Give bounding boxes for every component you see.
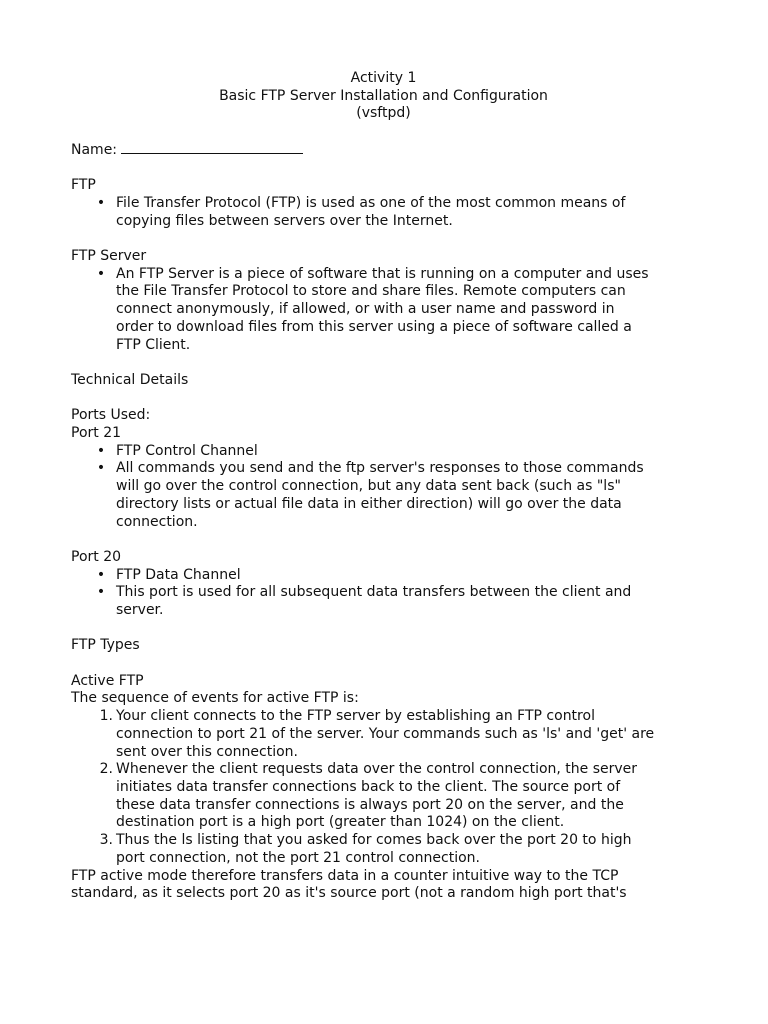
list-item-text: File Transfer Protocol (FTP) is used as one of the most common means of (116, 194, 626, 211)
document-header (71, 70, 696, 123)
section-heading-technical-details: Technical Details (71, 371, 189, 388)
port-20-bullet-list (71, 567, 701, 620)
list-item (71, 266, 701, 355)
section-heading-active-ftp: Active FTP (71, 672, 144, 689)
list-item-text: copying files between servers over the Internet. (116, 212, 453, 229)
step-number: 2. (99, 761, 113, 778)
list-item-text: connection to port 21 of the server. Your commands such as 'ls' and 'get' are (116, 725, 655, 742)
active-ftp-intro: The sequence of events for active FTP is: (71, 690, 359, 707)
list-item-text: FTP Client. (116, 336, 191, 353)
bullet-marker: • (96, 194, 106, 211)
document-title: Basic FTP Server Installation and Configuration (219, 87, 548, 104)
section-heading-ftp: FTP (71, 177, 96, 194)
port-20-label: Port 20 (71, 548, 122, 565)
active-ftp-steps (71, 708, 701, 867)
name-blank-line (121, 141, 303, 154)
list-item-text: initiates data transfer connections back to the client. The source port of (116, 779, 621, 795)
list-item-text: connect anonymously, if allowed, or with a user name and password in (116, 301, 615, 318)
list-item-text: FTP Data Channel (116, 566, 241, 583)
bullet-marker: • (96, 442, 106, 459)
list-item-text: Whenever the client requests data over the control connection, the server (116, 761, 638, 778)
bullet-marker: • (96, 460, 106, 477)
list-item (71, 195, 701, 230)
list-item (71, 584, 701, 619)
bullet-marker: • (96, 584, 106, 601)
list-item-text: Your client connects to the FTP server by establishing an FTP control (116, 708, 595, 725)
port-21-label: Port 21 (71, 424, 122, 441)
list-item-text: This port is used for all subsequent data transfers between the client and (116, 584, 632, 601)
active-ftp-closing-line: standard, as it selects port 20 as it's source port (not a random high port that's (71, 885, 627, 902)
ftp-bullet-list (71, 195, 701, 230)
list-item-text: will go over the control connection, but any data sent back (such as "ls" (116, 478, 621, 495)
list-item (71, 567, 701, 585)
list-item-text: these data transfer connections is always port 20 on the server, and the (116, 796, 624, 813)
list-item (71, 460, 701, 531)
name-field (71, 141, 701, 160)
activity-title: Activity 1 (350, 70, 417, 86)
active-ftp-closing-line: FTP active mode therefore transfers data in a counter intuitive way to the TCP (71, 867, 619, 884)
list-item-text: sent over this connection. (116, 743, 298, 760)
step-number: 1. (99, 708, 113, 725)
list-item-text: port connection, not the port 21 control connection. (116, 849, 480, 866)
list-item-text: the File Transfer Protocol to store and share files. Remote computers can (116, 283, 626, 300)
bullet-marker: • (96, 566, 106, 583)
section-heading-ftp-types: FTP Types (71, 637, 140, 654)
list-item-text: directory lists or actual file data in either direction) will go over the data (116, 495, 622, 512)
list-item-text: server. (116, 602, 164, 618)
section-heading-ports-used: Ports Used: (71, 407, 151, 424)
bullet-marker: • (96, 265, 106, 282)
name-label: Name: (71, 141, 118, 158)
list-item-text: connection. (116, 513, 198, 530)
list-item-text: An FTP Server is a piece of software that is running on a computer and uses (116, 265, 649, 282)
list-item-text: Thus the ls listing that you asked for comes back over the port 20 to high (116, 832, 632, 849)
list-item-text: All commands you send and the ftp server's responses to those commands (116, 460, 644, 477)
list-item-text: destination port is a high port (greater than 1024) on the client. (116, 814, 565, 831)
list-item (71, 761, 701, 832)
list-item-text: order to download files from this server using a piece of software called a (116, 318, 632, 335)
ftp-server-bullet-list (71, 266, 701, 355)
port-21-bullet-list (71, 443, 701, 532)
section-heading-ftp-server: FTP Server (71, 247, 147, 264)
step-number: 3. (99, 832, 113, 849)
list-item (71, 443, 701, 461)
list-item-text: FTP Control Channel (116, 442, 258, 459)
list-item (71, 832, 701, 867)
document-subtitle: (vsftpd) (356, 105, 411, 122)
list-item (71, 708, 701, 761)
document-page (71, 70, 701, 903)
